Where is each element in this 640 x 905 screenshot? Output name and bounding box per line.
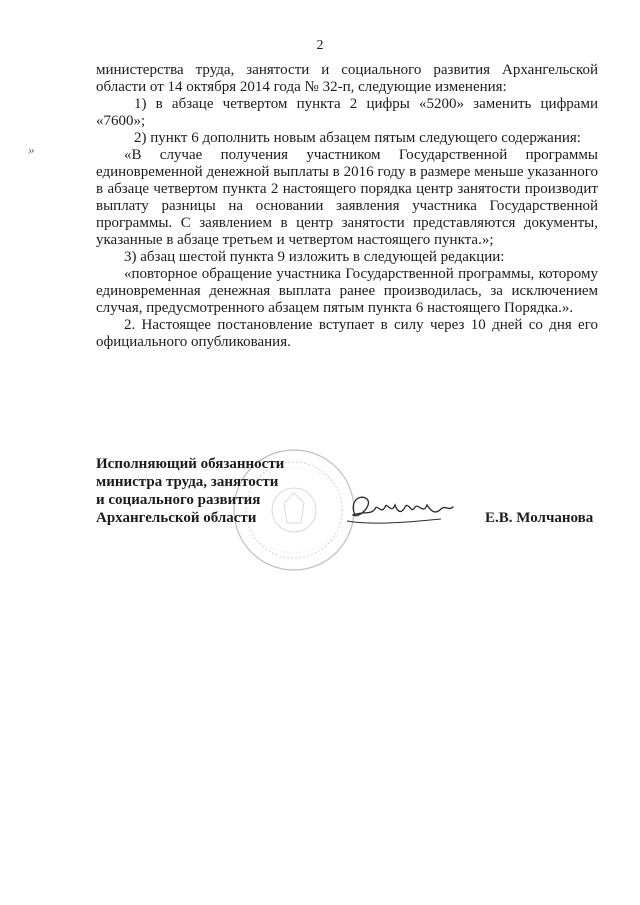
signatory-title-line-3: и социального развития — [96, 492, 261, 508]
paragraph-quote-1: «В случае получения участником Государственной программы единовременной денежной выплаты в 2016 году в размере меньше указанного в абзаце четвертом пункта 2 настоящего порядка центр занятости производит выплату разницы на основании заявления участника Государственной программы. С заявлением в центр занятости представляются документы, указанные в абзаце третьем и четвертом настоящего пункта.»; — [96, 147, 598, 248]
document-body — [96, 62, 598, 351]
paragraph-item-2: 2) пункт 6 дополнить новым абзацем пятым следующего содержания: — [134, 130, 581, 146]
page-number: 2 — [316, 38, 324, 53]
paragraph-quote-2: «повторное обращение участника Государственной программы, которому единовременная денежная выплата ранее производилась, за исключением случая, предусмотренного абзацем пятым пункта 6 настоящего Порядка.». — [96, 266, 598, 316]
signatory-title-line-4: Архангельской области — [96, 510, 257, 526]
paragraph-effective-date: 2. Настоящее постановление вступает в силу через 10 дней со дня его официального опубликования. — [96, 317, 598, 350]
paragraph-intro: министерства труда, занятости и социального развития Архангельской области от 14 октября 2014 года № 32-п, следующие изменения: — [96, 62, 598, 95]
signatory-title-line-2: министра труда, занятости — [96, 474, 279, 490]
signatory-name: Е.В. Молчанова — [485, 510, 594, 526]
signature-block — [96, 455, 616, 595]
paragraph-item-1: 1) в абзаце четвертом пункта 2 цифры «5200» заменить цифрами «7600»; — [96, 96, 598, 129]
signatory-title — [96, 455, 284, 527]
handwritten-signature — [341, 485, 461, 535]
paragraph-item-3: 3) абзац шестой пункта 9 изложить в следующей редакции: — [124, 249, 505, 265]
margin-mark: » — [28, 142, 35, 157]
signatory-title-line-1: Исполняющий обязанности — [96, 456, 285, 472]
